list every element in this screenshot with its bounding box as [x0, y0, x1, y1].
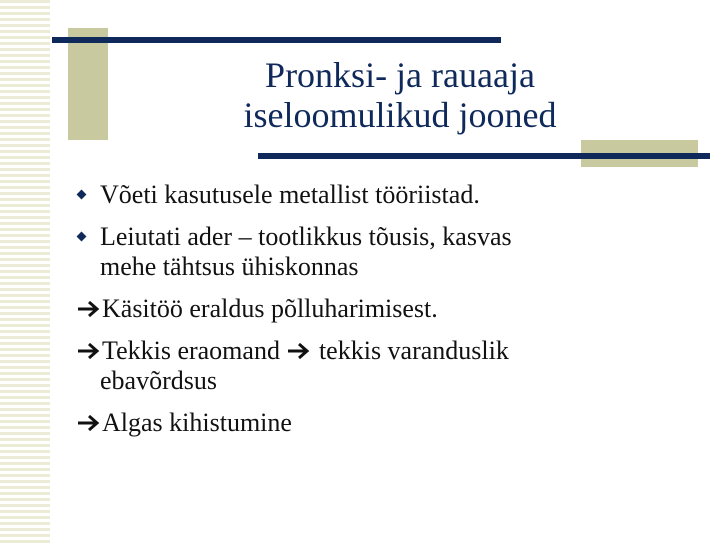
title-line-1: Pronksi- ja rauaaja	[265, 55, 535, 95]
list-item-text-continued: mehe tähtsus ühiskonnas	[100, 252, 359, 281]
title-line-2: iseloomulikud jooned	[243, 95, 557, 135]
title-underline-rule	[258, 153, 710, 159]
list-item-text: Võeti kasutusele metallist tööriistad.	[100, 180, 480, 209]
slide-title	[180, 55, 620, 135]
list-item	[76, 408, 696, 438]
top-rule	[52, 37, 501, 43]
list-item-text-continued: ebavõrdsus	[100, 366, 217, 395]
list-item-text: Algas kihistumine	[102, 408, 292, 437]
list-item	[76, 294, 696, 324]
bullet-list	[76, 180, 696, 450]
list-item-text: Tekkis eraomand	[102, 336, 280, 365]
right-arrow-icon	[286, 342, 312, 360]
left-stripe-decoration	[0, 0, 50, 546]
right-arrow-icon	[76, 342, 102, 360]
right-arrow-icon	[76, 300, 102, 318]
list-item-text-after-arrow: tekkis varanduslik	[312, 336, 509, 365]
list-item	[76, 180, 696, 210]
list-item-text: Leiutati ader – tootlikkus tõusis, kasvas	[100, 222, 512, 251]
top-accent-block	[68, 28, 108, 140]
list-item	[76, 336, 696, 396]
diamond-bullet-icon	[76, 231, 87, 242]
list-item	[76, 222, 696, 282]
right-arrow-icon	[76, 414, 102, 432]
diamond-bullet-icon	[76, 189, 87, 200]
list-item-text: Käsitöö eraldus põlluharimisest.	[102, 294, 438, 323]
